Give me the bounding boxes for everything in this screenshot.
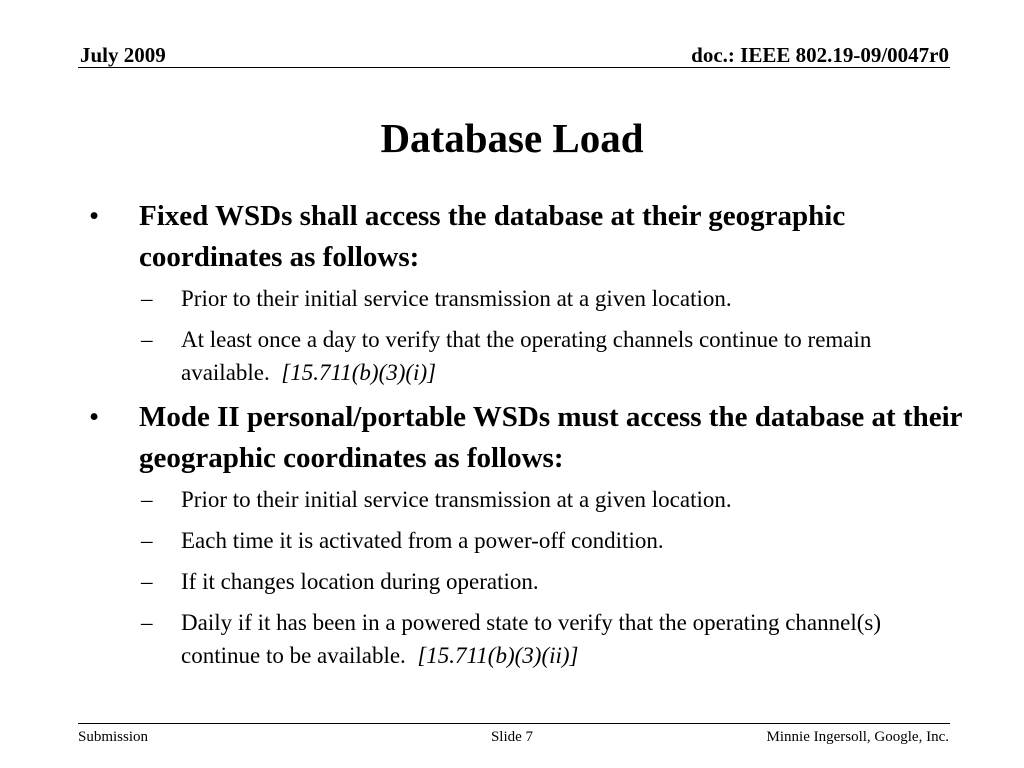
dash-marker: – (141, 487, 153, 512)
bullet-text: Mode II personal/portable WSDs must access the database at their geographic coordinates as follows: (139, 401, 963, 474)
header-date: July 2009 (80, 43, 166, 67)
bullet-item (84, 397, 964, 479)
slide-title: Database Load (380, 115, 644, 161)
sub-bullet-item (84, 323, 964, 389)
dash-marker: – (141, 528, 153, 553)
sub-bullet-text: Each time it is activated from a power-off condition. (181, 528, 664, 553)
sub-bullet-item (84, 282, 964, 315)
footer-author: Minnie Ingersoll, Google, Inc. (766, 729, 949, 745)
sub-bullet-item (84, 524, 964, 557)
footer-submission: Submission (78, 729, 149, 745)
dash-marker: – (141, 610, 153, 635)
rule-reference: [15.711(b)(3)(ii)] (417, 643, 579, 668)
bullet-text: Fixed WSDs shall access the database at their geographic coordinates as follows: (139, 200, 846, 273)
sub-bullet-text: Prior to their initial service transmission at a given location. (181, 286, 732, 311)
sub-bullet-item (84, 606, 964, 672)
header-doc-id: doc.: IEEE 802.19-09/0047r0 (691, 43, 949, 67)
sub-bullet-text: Prior to their initial service transmission at a given location. (181, 487, 732, 512)
rule-reference: [15.711(b)(3)(i)] (281, 360, 437, 385)
sub-bullet-text: If it changes location during operation. (181, 569, 539, 594)
dash-marker: – (141, 286, 153, 311)
sub-bullet-text: Daily if it has been in a powered state to verify that the operating channel(s) continue to be available. (181, 610, 881, 668)
sub-bullet-item (84, 483, 964, 516)
slide-content (84, 196, 964, 680)
dash-marker: – (141, 569, 153, 594)
bullet-marker: • (89, 200, 100, 232)
bullet-marker: • (89, 401, 100, 433)
footer-divider (78, 723, 950, 724)
dash-marker: – (141, 327, 153, 352)
sub-bullet-item (84, 565, 964, 598)
header-divider (78, 67, 950, 68)
footer-slide-number: Slide 7 (490, 729, 534, 745)
bullet-item (84, 196, 964, 278)
sub-bullet-text: At least once a day to verify that the operating channels continue to remain available. (181, 327, 872, 385)
